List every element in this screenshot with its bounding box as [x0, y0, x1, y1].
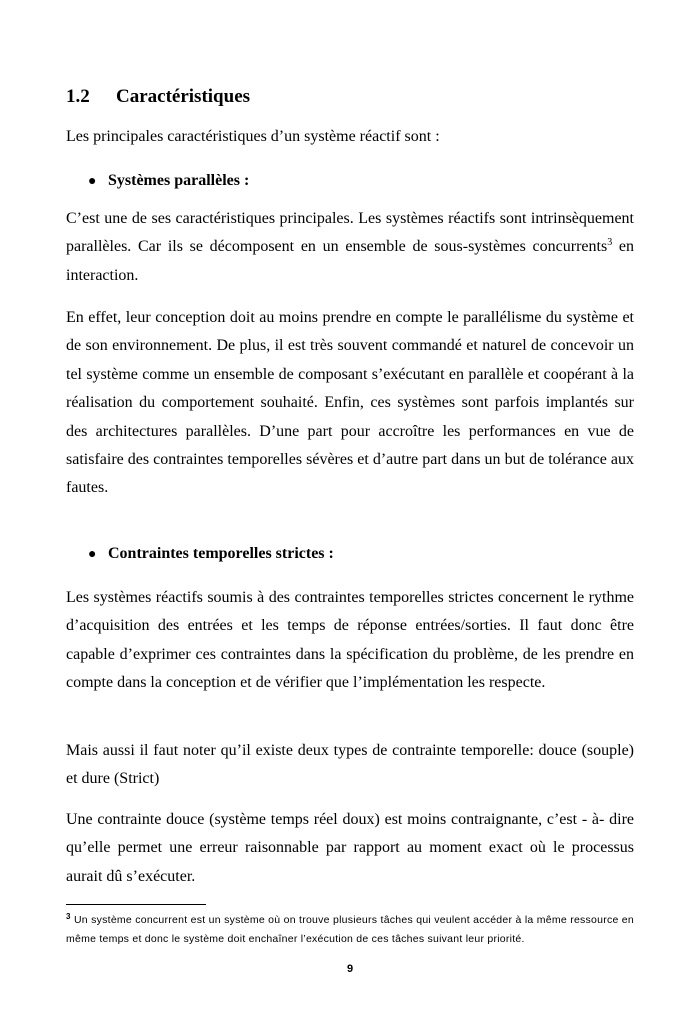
footnote-marker: 3 — [66, 912, 71, 921]
bullet-label: Systèmes parallèles : — [108, 172, 250, 189]
paragraph-constraint-types: Mais aussi il faut noter qu’il existe deux types de contrainte temporelle: douce (souple) et dure (Strict) — [66, 742, 634, 788]
bullet-heading-strict-constraints — [88, 545, 334, 563]
section-heading — [66, 86, 250, 108]
bullet-heading-parallel-systems — [88, 172, 249, 190]
section-number: 1.2 — [66, 86, 90, 107]
section-title: Caractéristiques — [116, 86, 251, 107]
footnote — [66, 911, 634, 949]
paragraph-text: C’est une de ses caractéristiques principales. Les systèmes réactifs sont intrinsèquement parallèles. Car ils se décomposent en un ensemble de sous-systèmes concurrents — [66, 210, 634, 256]
footnote-reference: 3 — [607, 237, 613, 249]
intro-sentence: Les principales caractéristiques d’un système réactif sont : — [66, 128, 440, 145]
page-number: 9 — [346, 963, 354, 975]
footnote-separator — [66, 904, 206, 905]
bullet-icon: ● — [88, 547, 97, 562]
bullet-icon: ● — [88, 174, 97, 189]
bullet-label: Contraintes temporelles strictes : — [108, 545, 334, 562]
paragraph-soft-constraint: Une contrainte douce (système temps réel doux) est moins contraignante, c’est - à- dire qu’elle permet une erreur raisonnable par rapport au moment exact où le processus aurait dû s’exécuter. — [66, 811, 634, 885]
paragraph-parallel-intro — [66, 205, 634, 290]
paragraph-strict-constraints: Les systèmes réactifs soumis à des contraintes temporelles strictes concernent le rythme d’acquisition des entrées et les temps de réponse entrées/sorties. Il faut donc être capable d’exprimer ces contraintes dans la spécification du problème, de les prendre en compte dans la conception et de vérifier que l’implémentation les respecte. — [66, 589, 634, 692]
paragraph-parallel-detail: En effet, leur conception doit au moins prendre en compte le parallélisme du système et de son environnement. De plus, il est très souvent commandé et naturel de concevoir un tel système comme un ensemble de composant s’exécutant en parallèle et coopérant à la réalisation du comportement souhaité. Enfin, ces systèmes sont parfois implantés sur des architectures parallèles. D’une part pour accroître les performances en vue de satisfaire des contraintes temporelles sévères et d’autre part dans un but de tolérance aux fautes. — [66, 309, 634, 497]
paragraph-text: en interaction. — [66, 238, 634, 284]
footnote-text: Un système concurrent est un système où on trouve plusieurs tâches qui veulent accéder à la même ressource en même temps et donc le système doit enchaîner l’exécution de ces tâches suivant leur priorité. — [66, 914, 634, 945]
